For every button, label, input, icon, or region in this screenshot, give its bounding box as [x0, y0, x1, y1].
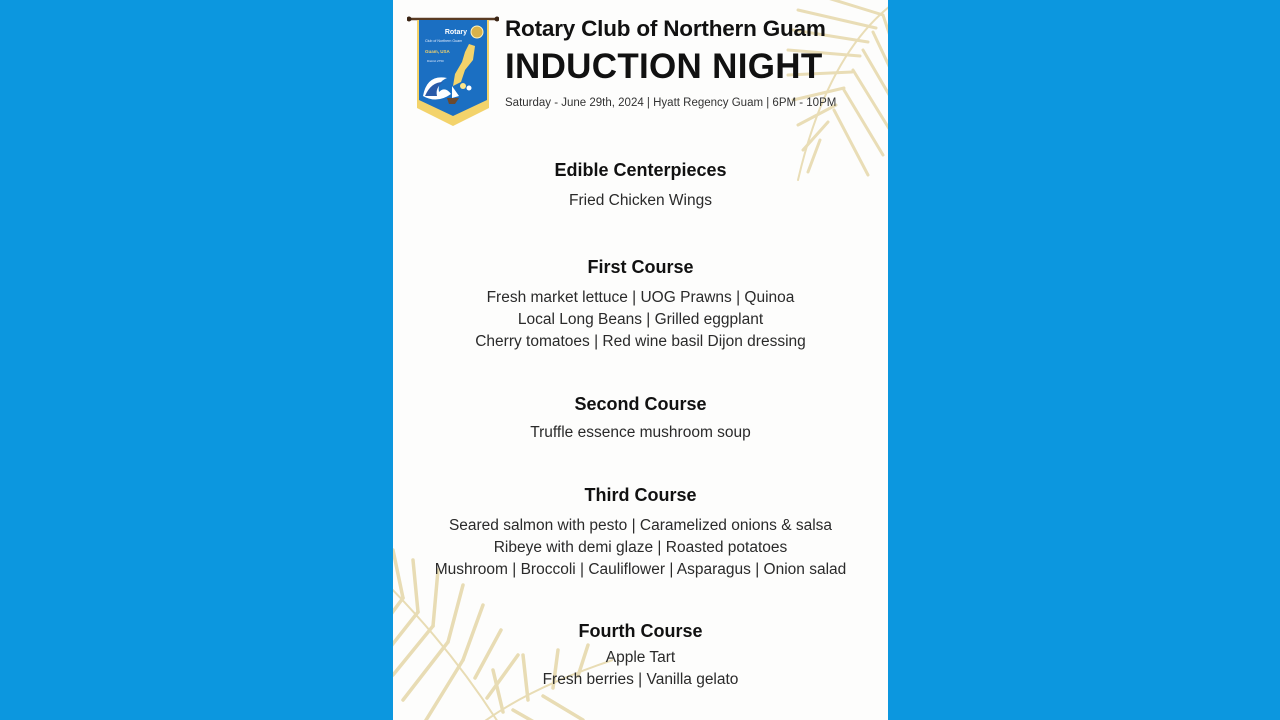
svg-text:Club of Northern Guam: Club of Northern Guam: [425, 39, 463, 43]
menu-item: Local Long Beans | Grilled eggplant: [517, 311, 764, 328]
menu-item: Cherry tomatoes | Red wine basil Dijon dressing: [475, 333, 806, 350]
course-items: [393, 287, 888, 353]
menu-item: Fresh berries | Vanilla gelato: [542, 671, 739, 688]
course-edible-centerpieces: [393, 158, 888, 212]
menu-item: Apple Tart: [605, 649, 676, 666]
course-items: [393, 647, 888, 691]
menu-item: Ribeye with demi glaze | Roasted potatoes: [493, 539, 788, 556]
course-title: First Course: [587, 257, 694, 277]
menu-item: Seared salmon with pesto | Caramelized onions & salsa: [448, 517, 833, 534]
menu-item: Fresh market lettuce | UOG Prawns | Quinoa: [486, 289, 795, 306]
event-title: INDUCTION NIGHT: [505, 47, 823, 86]
course-title: Fourth Course: [578, 621, 703, 641]
course-first: [393, 255, 888, 353]
course-title: Third Course: [584, 485, 697, 505]
event-details: Saturday - June 29th, 2024 | Hyatt Regency Guam | 6PM - 10PM: [505, 97, 837, 109]
event-header: [505, 14, 885, 109]
club-name: Rotary Club of Northern Guam: [505, 16, 826, 41]
course-third: [393, 483, 888, 581]
course-title: Second Course: [574, 394, 707, 414]
menu-page: [393, 0, 888, 720]
course-fourth: [393, 619, 888, 691]
menu-item: Truffle essence mushroom soup: [530, 424, 751, 441]
logo-title: Rotary: [444, 29, 467, 36]
menu-item: Fried Chicken Wings: [569, 192, 712, 209]
svg-text:Guam, USA: Guam, USA: [425, 49, 450, 54]
course-second: [393, 392, 888, 444]
course-title: Edible Centerpieces: [554, 160, 727, 180]
course-items: [393, 190, 888, 212]
rotary-banner-logo: [407, 16, 499, 128]
svg-text:District 2750: District 2750: [427, 59, 444, 63]
course-items: [393, 422, 888, 444]
menu-item: Mushroom | Broccoli | Cauliflower | Asparagus | Onion salad: [434, 561, 847, 578]
course-items: [393, 515, 888, 581]
